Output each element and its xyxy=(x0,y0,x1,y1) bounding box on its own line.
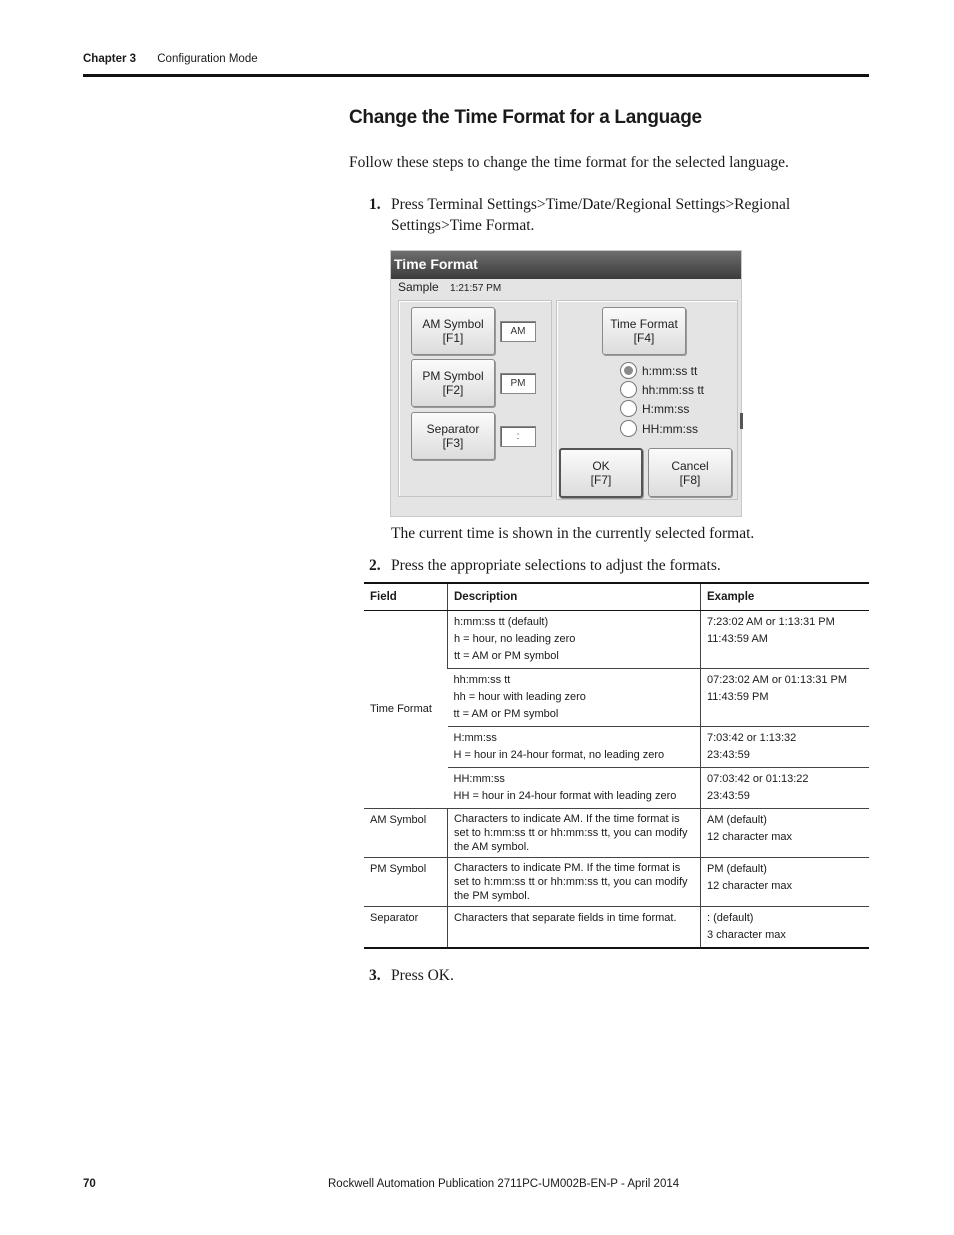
sample-value: 1:21:57 PM xyxy=(450,283,502,294)
screen-title-bar xyxy=(391,251,741,279)
description-line: hh = hour with leading zero xyxy=(453,691,586,703)
example-cell xyxy=(701,768,870,809)
radio-label: h:mm:ss tt xyxy=(642,363,698,378)
radio-option-h-mm-ss-tt[interactable] xyxy=(620,362,697,379)
description-cell xyxy=(448,611,701,669)
ok-key: [F7] xyxy=(590,473,612,487)
example-line: 07:03:42 or 01:13:22 xyxy=(707,773,809,785)
description-line: tt = AM or PM symbol xyxy=(453,708,559,720)
step-1 xyxy=(369,194,791,234)
ok-label: OK xyxy=(592,459,610,473)
am-symbol-label: AM Symbol xyxy=(422,317,484,331)
cancel-label: Cancel xyxy=(671,458,709,473)
radio-selected-icon xyxy=(620,362,637,379)
table-row xyxy=(364,809,869,858)
time-format-button[interactable] xyxy=(602,307,686,355)
example-cell xyxy=(701,809,870,858)
example-cell xyxy=(701,669,870,727)
step-text: Press OK. xyxy=(391,967,454,984)
field-cell: AM Symbol xyxy=(364,809,448,858)
am-symbol-button[interactable] xyxy=(411,307,495,355)
example-cell xyxy=(701,727,870,768)
example-line: PM (default) xyxy=(707,863,767,875)
section-title: Change the Time Format for a Language xyxy=(349,107,702,128)
radio-icon xyxy=(620,381,637,398)
example-line: 23:43:59 xyxy=(707,790,750,802)
radio-icon xyxy=(620,400,637,417)
separator-field[interactable]: : xyxy=(500,426,536,447)
description-cell: Characters to indicate PM. If the time format is set to h:mm:ss tt or hh:mm:ss tt, you can modify the PM symbol. xyxy=(448,858,701,907)
step-3 xyxy=(369,965,454,986)
page-number: 70 xyxy=(83,1178,96,1190)
time-format-screenshot xyxy=(390,250,742,517)
sample-label: Sample xyxy=(398,280,439,294)
example-line: 7:03:42 or 1:13:32 xyxy=(707,732,797,744)
pm-symbol-button[interactable] xyxy=(411,359,495,407)
separator-button[interactable] xyxy=(411,412,495,460)
column-header-description: Description xyxy=(448,583,701,611)
description-line: h = hour, no leading zero xyxy=(454,633,576,645)
example-line: 12 character max xyxy=(707,880,792,892)
time-format-table xyxy=(364,582,869,949)
separator-key: [F3] xyxy=(442,436,464,450)
time-format-label: Time Format xyxy=(610,317,678,331)
screenshot-note: The current time is shown in the currently selected format. xyxy=(391,525,755,542)
publication-footer: Rockwell Automation Publication 2711PC-UM002B-EN-P - April 2014 xyxy=(328,1178,680,1190)
separator-label: Separator xyxy=(426,422,480,436)
table-row xyxy=(364,907,869,949)
header-rule xyxy=(83,74,869,77)
radio-option-HH-mm-ss[interactable] xyxy=(620,420,698,437)
column-header-example: Example xyxy=(701,583,870,611)
description-line: tt = AM or PM symbol xyxy=(454,650,559,662)
description-line: h:mm:ss tt (default) xyxy=(454,616,549,628)
step-text: Press Terminal Settings>Time/Date/Regional Settings>Regional Settings>Time Format. xyxy=(391,196,791,234)
scroll-marker xyxy=(740,413,743,429)
radio-label: HH:mm:ss xyxy=(642,421,698,436)
chapter-label: Chapter 3 xyxy=(83,53,137,65)
am-symbol-key: [F1] xyxy=(442,331,464,345)
pm-symbol-label: PM Symbol xyxy=(422,369,484,383)
radio-option-hh-mm-ss-tt[interactable] xyxy=(620,381,704,398)
description-line: HH:mm:ss xyxy=(453,773,505,785)
field-cell: Separator xyxy=(364,907,448,949)
step-number: 1. xyxy=(369,196,381,213)
description-cell xyxy=(448,669,701,727)
cancel-button[interactable] xyxy=(648,448,732,497)
radio-label: hh:mm:ss tt xyxy=(642,382,705,397)
example-cell xyxy=(701,611,870,669)
example-line: : (default) xyxy=(707,912,754,924)
ok-button[interactable] xyxy=(559,448,643,498)
example-line: 11:43:59 AM xyxy=(707,633,768,645)
step-number: 2. xyxy=(369,557,381,574)
description-line: hh:mm:ss tt xyxy=(453,674,511,686)
radio-icon xyxy=(620,420,637,437)
example-line: 11:43:59 PM xyxy=(707,691,769,703)
column-header-field: Field xyxy=(364,583,448,611)
example-line: 12 character max xyxy=(707,831,792,843)
am-symbol-field[interactable]: AM xyxy=(500,321,536,342)
pm-symbol-field[interactable]: PM xyxy=(500,373,536,394)
sample-readout xyxy=(398,280,501,294)
example-cell xyxy=(701,858,870,907)
description-cell: Characters to indicate AM. If the time format is set to h:mm:ss tt or hh:mm:ss tt, you can modify the AM symbol. xyxy=(448,809,701,858)
time-format-key: [F4] xyxy=(633,331,655,345)
description-cell xyxy=(448,768,701,809)
step-number: 3. xyxy=(369,967,381,984)
intro-paragraph: Follow these steps to change the time format for the selected language. xyxy=(349,154,789,171)
example-line: 07:23:02 AM or 01:13:31 PM xyxy=(707,674,848,686)
table-row xyxy=(364,858,869,907)
section-label: Configuration Mode xyxy=(157,53,258,65)
description-cell: Characters that separate fields in time format. xyxy=(448,907,701,949)
step-2 xyxy=(369,555,721,576)
step-text: Press the appropriate selections to adjust the formats. xyxy=(391,557,721,574)
description-line: H = hour in 24-hour format, no leading zero xyxy=(453,749,665,761)
field-cell: PM Symbol xyxy=(364,858,448,907)
description-cell xyxy=(448,727,701,768)
example-line: AM (default) xyxy=(707,814,767,826)
running-header xyxy=(83,53,258,65)
example-line: 23:43:59 xyxy=(707,749,750,761)
radio-option-H-mm-ss[interactable] xyxy=(620,400,689,417)
radio-label: H:mm:ss xyxy=(642,401,690,416)
cancel-key: [F8] xyxy=(679,472,701,487)
description-line: HH = hour in 24-hour format with leading zero xyxy=(453,790,677,802)
example-line: 3 character max xyxy=(707,929,786,941)
pm-symbol-key: [F2] xyxy=(442,383,464,397)
field-cell: Time Format xyxy=(364,611,448,809)
example-cell xyxy=(701,907,870,949)
screen-title: Time Format xyxy=(394,256,478,272)
example-line: 7:23:02 AM or 1:13:31 PM xyxy=(707,616,835,628)
table-row xyxy=(364,611,869,669)
description-line: H:mm:ss xyxy=(453,732,497,744)
table-header-row xyxy=(364,583,869,611)
